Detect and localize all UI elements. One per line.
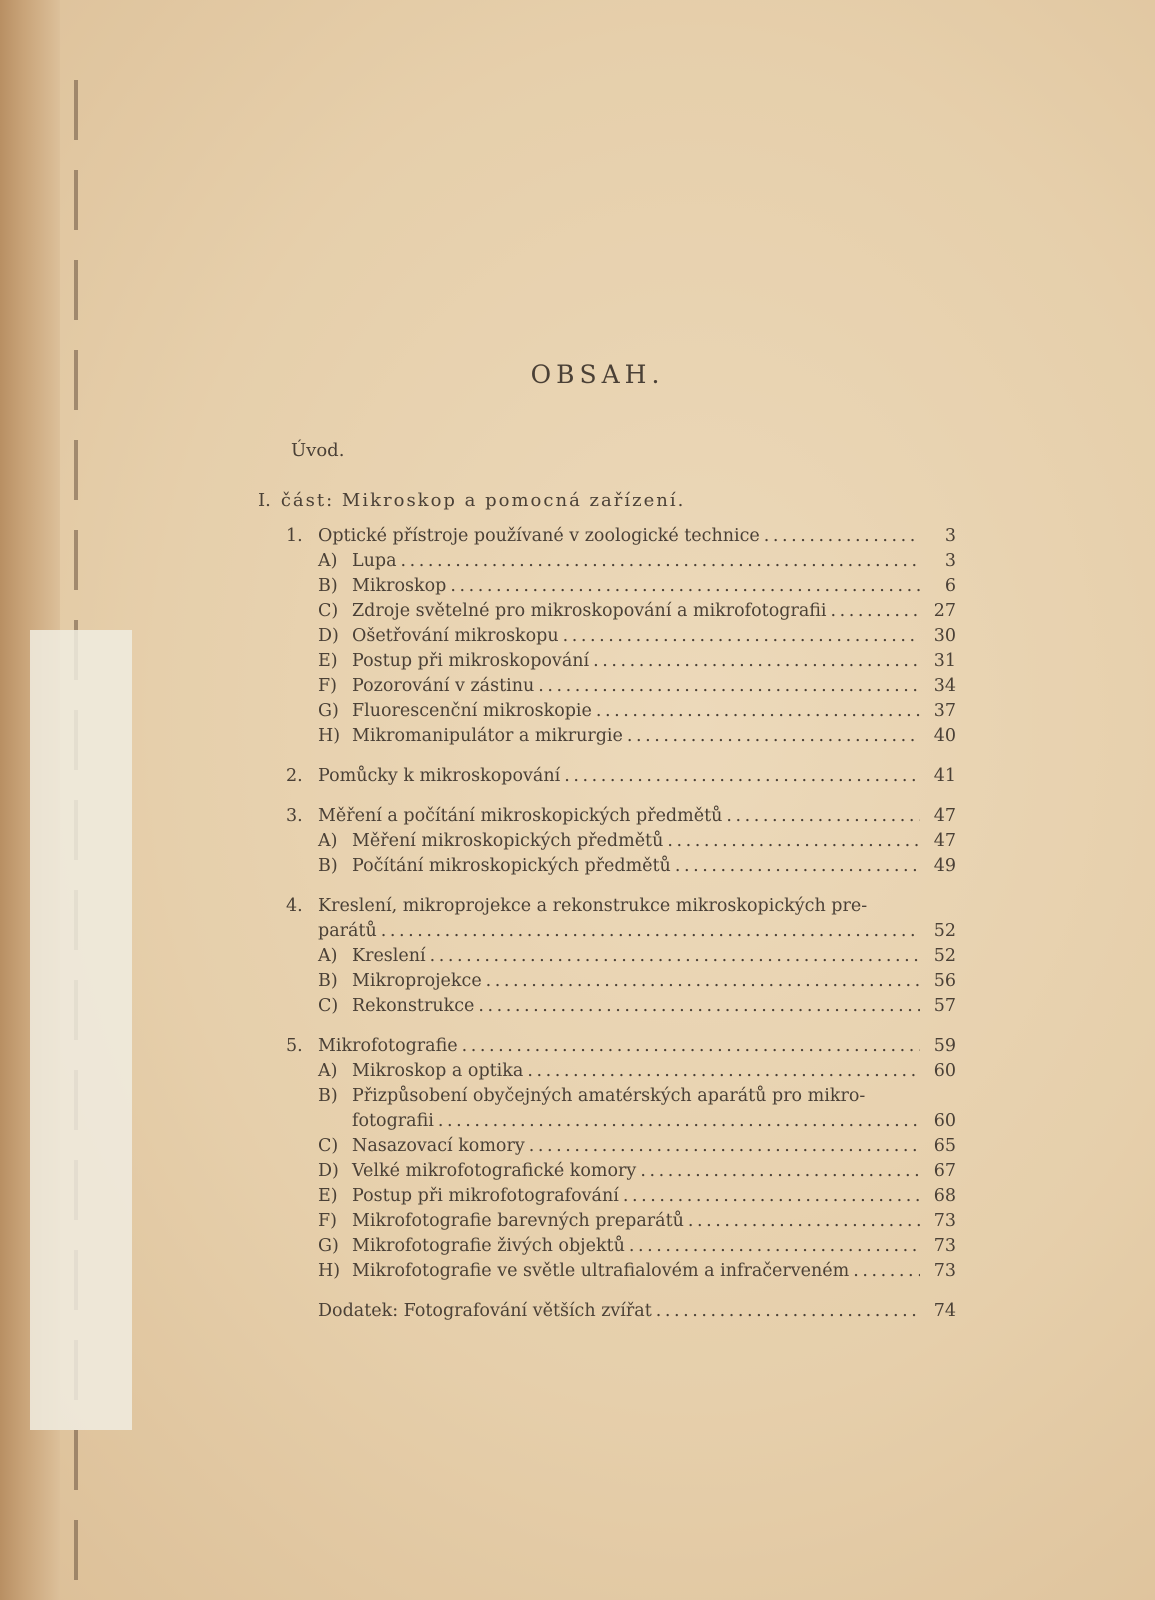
toc-entry <box>286 724 956 749</box>
toc-label: 3. <box>286 806 303 826</box>
intro-entry: Úvod. <box>291 440 345 461</box>
toc-label: G) <box>318 1236 339 1256</box>
toc-text: Fluorescenční mikroskopie <box>352 701 592 721</box>
page-title: OBSAH. <box>530 360 665 389</box>
toc-label: B) <box>318 576 338 596</box>
toc-entry <box>286 1059 956 1084</box>
toc-text: Měření mikroskopických předmětů <box>352 831 664 851</box>
toc-entry <box>286 764 956 789</box>
toc-label: F) <box>318 676 337 696</box>
toc-page: 41 <box>933 766 956 786</box>
toc-label: D) <box>318 626 339 646</box>
toc-page: 47 <box>933 831 956 851</box>
table-of-contents <box>286 524 956 1324</box>
toc-page: 60 <box>933 1111 956 1131</box>
toc-text: Pomůcky k mikroskopování <box>318 766 561 786</box>
toc-page: 31 <box>933 651 956 671</box>
toc-entry <box>286 1259 956 1284</box>
toc-text: Mikrofotografie živých objektů <box>352 1236 625 1256</box>
toc-entry <box>286 549 956 574</box>
toc-page: 73 <box>933 1261 956 1281</box>
toc-text: Přizpůsobení obyčejných amatérských aparátů pro mikro- <box>352 1086 866 1106</box>
toc-entry <box>286 919 956 944</box>
toc-page: 74 <box>933 1301 956 1321</box>
toc-page: 27 <box>933 601 956 621</box>
toc-label: C) <box>318 1136 339 1156</box>
toc-entry <box>286 1299 956 1324</box>
toc-entry <box>286 1134 956 1159</box>
toc-entry <box>286 1184 956 1209</box>
toc-page: 67 <box>933 1161 956 1181</box>
toc-page: 52 <box>933 946 956 966</box>
toc-page: 59 <box>933 1036 956 1056</box>
toc-label: A) <box>318 946 338 966</box>
toc-label: C) <box>318 996 339 1016</box>
toc-page: 73 <box>933 1236 956 1256</box>
toc-text: Mikrofotografie <box>318 1036 458 1056</box>
tape-strip <box>30 630 132 1430</box>
toc-page: 56 <box>933 971 956 991</box>
toc-entry <box>286 829 956 854</box>
toc-page: 47 <box>933 806 956 826</box>
toc-text: Mikrofotografie ve světle ultrafialovém a infračerveném <box>352 1261 850 1281</box>
toc-label: H) <box>318 726 341 746</box>
toc-entry <box>286 804 956 829</box>
toc-page: 57 <box>933 996 956 1016</box>
toc-entry <box>286 1109 956 1134</box>
toc-page: 65 <box>933 1136 956 1156</box>
toc-text: Pozorování v zástinu <box>352 676 535 696</box>
toc-text: parátů <box>318 921 377 941</box>
toc-entry <box>286 1234 956 1259</box>
toc-entry <box>286 574 956 599</box>
toc-label: 2. <box>286 766 303 786</box>
toc-entry <box>286 699 956 724</box>
toc-text: fotografii <box>352 1111 434 1131</box>
toc-entry <box>286 674 956 699</box>
toc-text: Postup při mikroskopování <box>352 651 590 671</box>
toc-text: Kreslení, mikroprojekce a rekonstrukce mikroskopických pre- <box>318 896 868 916</box>
toc-entry <box>286 1084 956 1109</box>
toc-page: 3 <box>944 526 956 546</box>
toc-page: 52 <box>933 921 956 941</box>
toc-page: 40 <box>933 726 956 746</box>
toc-text: Nasazovací komory <box>352 1136 525 1156</box>
toc-label: H) <box>318 1261 341 1281</box>
toc-text: Zdroje světelné pro mikroskopování a mikrofotografii <box>352 601 827 621</box>
toc-entry <box>286 524 956 549</box>
toc-text: Mikroprojekce <box>352 971 482 991</box>
toc-page: 6 <box>944 576 956 596</box>
toc-text: Kreslení <box>352 946 426 966</box>
toc-text: Mikroskop <box>352 576 447 596</box>
toc-text: Mikroskop a optika <box>352 1061 524 1081</box>
toc-text: Velké mikrofotografické komory <box>352 1161 637 1181</box>
part-number: I. <box>258 490 271 511</box>
toc-label: 5. <box>286 1036 303 1056</box>
toc-text: Ošetřování mikroskopu <box>352 626 559 646</box>
toc-entry <box>286 969 956 994</box>
toc-label: F) <box>318 1211 337 1231</box>
toc-page: 68 <box>933 1186 956 1206</box>
toc-entry <box>286 854 956 879</box>
toc-page: 30 <box>933 626 956 646</box>
toc-page: 60 <box>933 1061 956 1081</box>
toc-label: E) <box>318 1186 338 1206</box>
toc-page: 49 <box>933 856 956 876</box>
toc-entry <box>286 894 956 919</box>
toc-page: 73 <box>933 1211 956 1231</box>
part-heading <box>258 490 685 511</box>
toc-text: Postup při mikrofotografování <box>352 1186 619 1206</box>
toc-text: Dodatek: Fotografování větších zvířat <box>318 1301 652 1321</box>
toc-label: B) <box>318 971 338 991</box>
toc-label: A) <box>318 551 338 571</box>
part-label: část: Mikroskop a pomocná zařízení. <box>280 490 686 511</box>
toc-entry <box>286 944 956 969</box>
toc-text: Počítání mikroskopických předmětů <box>352 856 671 876</box>
toc-page: 3 <box>944 551 956 571</box>
toc-page: 37 <box>933 701 956 721</box>
toc-label: B) <box>318 1086 338 1106</box>
toc-text: Rekonstrukce <box>352 996 475 1016</box>
toc-entry <box>286 1034 956 1059</box>
toc-entry <box>286 1159 956 1184</box>
toc-text: Mikromanipulátor a mikrurgie <box>352 726 623 746</box>
toc-label: B) <box>318 856 338 876</box>
toc-text: Měření a počítání mikroskopických předmětů <box>318 806 723 826</box>
toc-text: Mikrofotografie barevných preparátů <box>352 1211 684 1231</box>
toc-entry <box>286 624 956 649</box>
toc-label: G) <box>318 701 339 721</box>
toc-label: E) <box>318 651 338 671</box>
toc-label: D) <box>318 1161 339 1181</box>
toc-entry <box>286 649 956 674</box>
toc-page: 34 <box>933 676 956 696</box>
toc-label: C) <box>318 601 339 621</box>
toc-entry <box>286 994 956 1019</box>
toc-entry <box>286 599 956 624</box>
toc-label: 4. <box>286 896 303 916</box>
toc-text: Lupa <box>352 551 397 571</box>
toc-label: 1. <box>286 526 303 546</box>
toc-label: A) <box>318 831 338 851</box>
toc-entry <box>286 1209 956 1234</box>
toc-text: Optické přístroje používané v zoologické technice <box>318 526 760 546</box>
toc-label: A) <box>318 1061 338 1081</box>
